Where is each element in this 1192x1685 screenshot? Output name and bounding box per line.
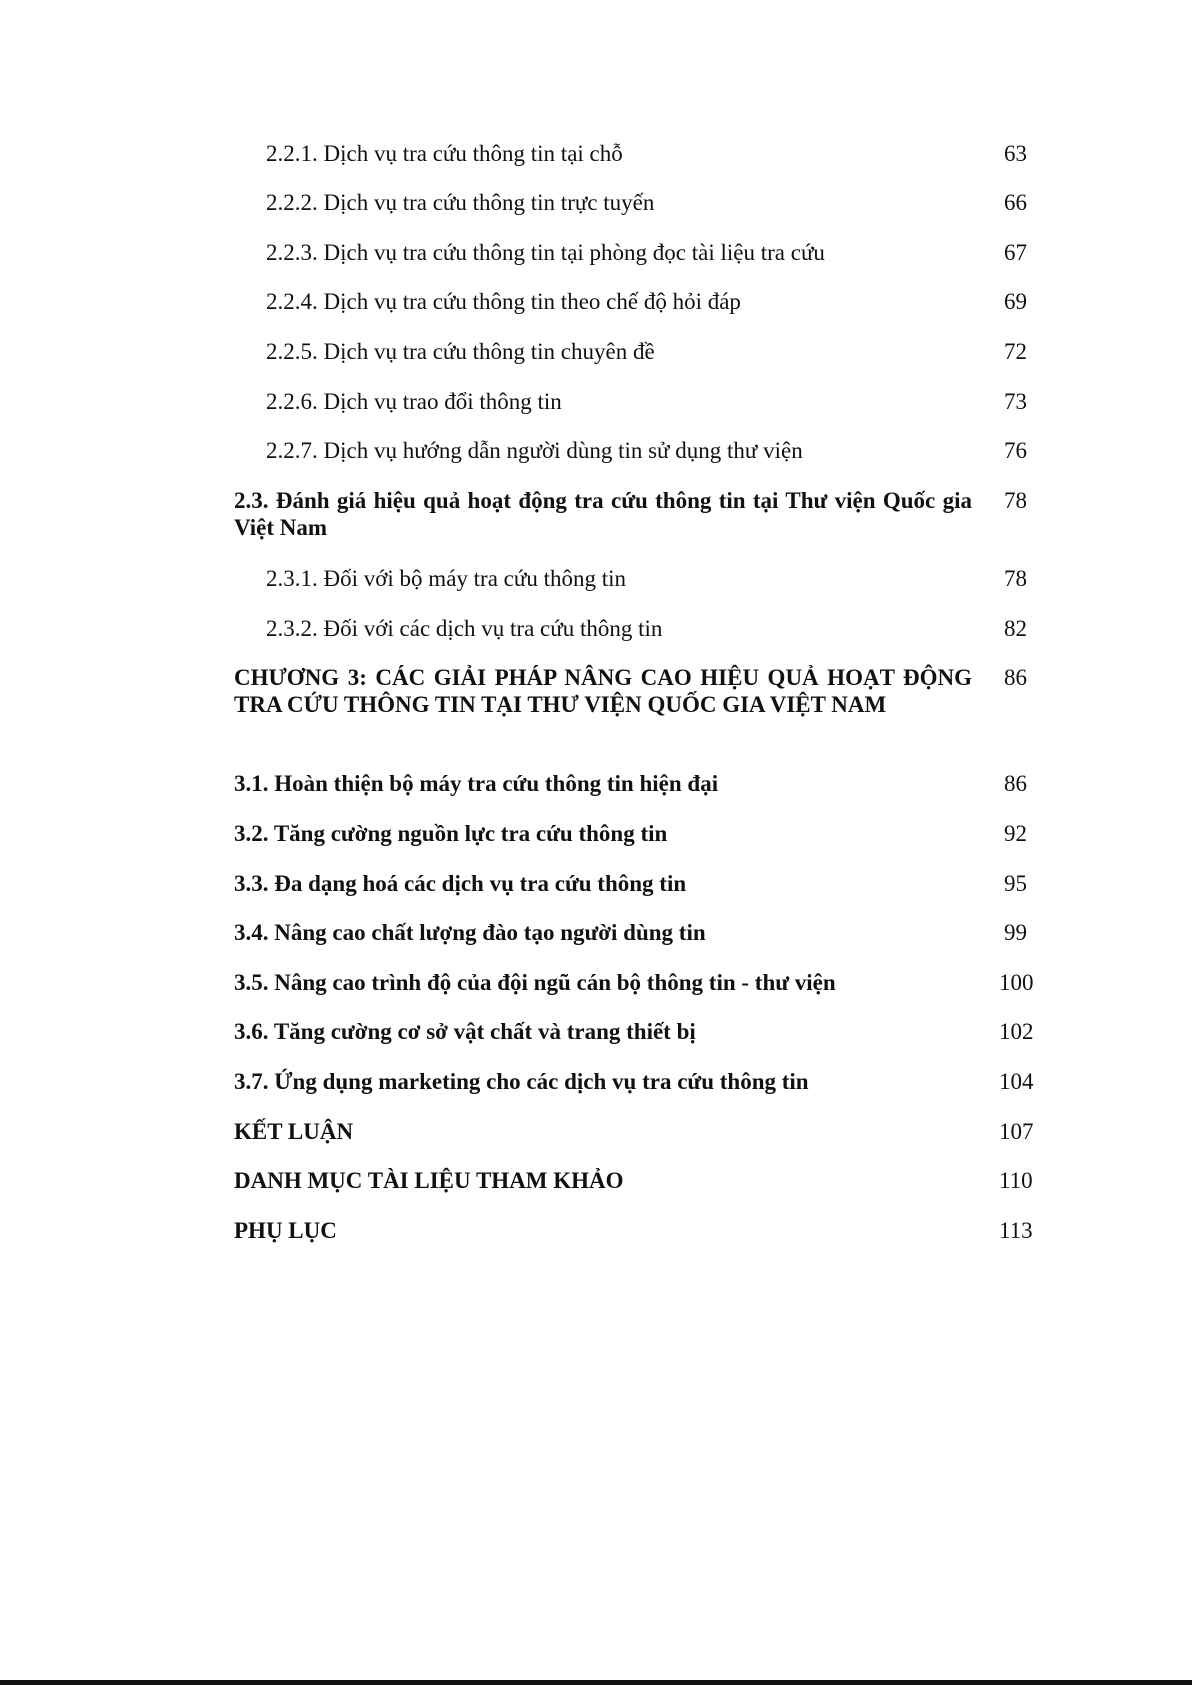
toc-entry-title: 3.5. Nâng cao trình độ của đội ngũ cán bộ thông tin - thư viện (234, 970, 836, 995)
toc-entry-page: 95 (1004, 871, 1027, 896)
toc-entry-title: 2.3.2. Đối với các dịch vụ tra cứu thông tin (266, 616, 663, 641)
toc-entry-page: 104 (999, 1069, 1034, 1094)
toc-entry-3-5 (234, 969, 1037, 1018)
toc-entry-2-2-3 (234, 239, 1037, 288)
toc-entry-title: DANH MỤC TÀI LIỆU THAM KHẢO (234, 1168, 624, 1193)
toc-entry-page: 78 (1004, 566, 1027, 591)
toc-entry-page: 113 (999, 1218, 1033, 1243)
toc-entry-3-3 (234, 870, 1037, 919)
toc-entry-page: 82 (1004, 616, 1027, 641)
toc-entry-2-2-5 (234, 338, 1037, 388)
toc-entry-3-6 (234, 1018, 1037, 1068)
toc-entry-2-2-7 (234, 437, 1037, 487)
toc-entry-title: 3.4. Nâng cao chất lượng đào tạo người dùng tin (234, 920, 706, 945)
toc-entry-page: 72 (1004, 339, 1027, 364)
toc-entry-chapter-3 (234, 664, 1037, 770)
toc-entry-title: 2.3. Đánh giá hiệu quả hoạt động tra cứu thông tin tại Thư viện Quốc gia Việt Nam (234, 488, 972, 540)
toc-entry-page: 63 (1004, 141, 1027, 166)
toc-entry-2-3-1 (234, 565, 1037, 615)
toc-entry-references (234, 1167, 1037, 1217)
toc-entry-2-2-6 (234, 388, 1037, 437)
toc-entry-title: 2.2.6. Dịch vụ trao đổi thông tin (266, 389, 562, 414)
toc-entry-title: 2.2.2. Dịch vụ tra cứu thông tin trực tuyến (266, 190, 655, 215)
toc-entry-appendix (234, 1217, 1037, 1266)
toc-entry-3-7 (234, 1068, 1037, 1118)
toc-entry-title: 3.6. Tăng cường cơ sở vật chất và trang thiết bị (234, 1019, 696, 1044)
toc-entry-page: 73 (1004, 389, 1027, 414)
toc-entry-page: 107 (999, 1119, 1034, 1144)
toc-entry-page: 86 (1004, 771, 1027, 796)
toc-entry-page: 66 (1004, 190, 1027, 215)
toc-entry-title: 2.2.4. Dịch vụ tra cứu thông tin theo chế độ hỏi đáp (266, 289, 741, 314)
toc-entry-page: 99 (1004, 920, 1027, 945)
toc-entry-page: 76 (1004, 438, 1027, 463)
toc-entry-title: 3.2. Tăng cường nguồn lực tra cứu thông tin (234, 821, 668, 846)
toc-entry-2-2-4 (234, 288, 1037, 338)
toc-entry-2-2-1 (234, 140, 1037, 189)
toc-entry-2-2-2 (234, 189, 1037, 239)
toc-entry-title: 2.3.1. Đối với bộ máy tra cứu thông tin (266, 566, 627, 591)
toc-entry-page: 78 (1004, 488, 1027, 513)
toc-entry-title: KẾT LUẬN (234, 1119, 354, 1144)
page-bottom-border (0, 1680, 1192, 1685)
toc-entry-3-4 (234, 919, 1037, 969)
toc-entry-title: 2.2.5. Dịch vụ tra cứu thông tin chuyên đề (266, 339, 655, 364)
toc-entry-page: 86 (1004, 665, 1027, 690)
toc-entry-2-3 (234, 487, 1037, 565)
toc-entry-title: CHƯƠNG 3: CÁC GIẢI PHÁP NÂNG CAO HIỆU QUẢ HOẠT ĐỘNG TRA CỨU THÔNG TIN TẠI THƯ VIỆN QUỐC GIA VIỆT NAM (234, 665, 972, 717)
table-of-contents (234, 140, 1037, 1266)
toc-entry-ket-luan (234, 1118, 1037, 1167)
toc-entry-page: 102 (999, 1019, 1034, 1044)
toc-entry-page: 69 (1004, 289, 1027, 314)
toc-entry-page: 110 (999, 1168, 1033, 1193)
toc-entry-title: 3.3. Đa dạng hoá các dịch vụ tra cứu thông tin (234, 871, 687, 896)
toc-entry-title: 2.2.7. Dịch vụ hướng dẫn người dùng tin sử dụng thư viện (266, 438, 803, 463)
toc-entry-page: 92 (1004, 821, 1027, 846)
toc-entry-page: 100 (999, 970, 1034, 995)
toc-entry-title: PHỤ LỤC (234, 1218, 337, 1243)
toc-entry-title: 2.2.1. Dịch vụ tra cứu thông tin tại chỗ (266, 141, 623, 166)
toc-entry-title: 3.1. Hoàn thiện bộ máy tra cứu thông tin hiện đại (234, 771, 719, 796)
toc-entry-title: 3.7. Ứng dụng marketing cho các dịch vụ tra cứu thông tin (234, 1069, 809, 1094)
toc-entry-2-3-2 (234, 615, 1037, 664)
toc-entry-title: 2.2.3. Dịch vụ tra cứu thông tin tại phòng đọc tài liệu tra cứu (266, 240, 825, 265)
toc-entry-3-2 (234, 820, 1037, 870)
toc-entry-page: 67 (1004, 240, 1027, 265)
toc-entry-3-1 (234, 770, 1037, 820)
